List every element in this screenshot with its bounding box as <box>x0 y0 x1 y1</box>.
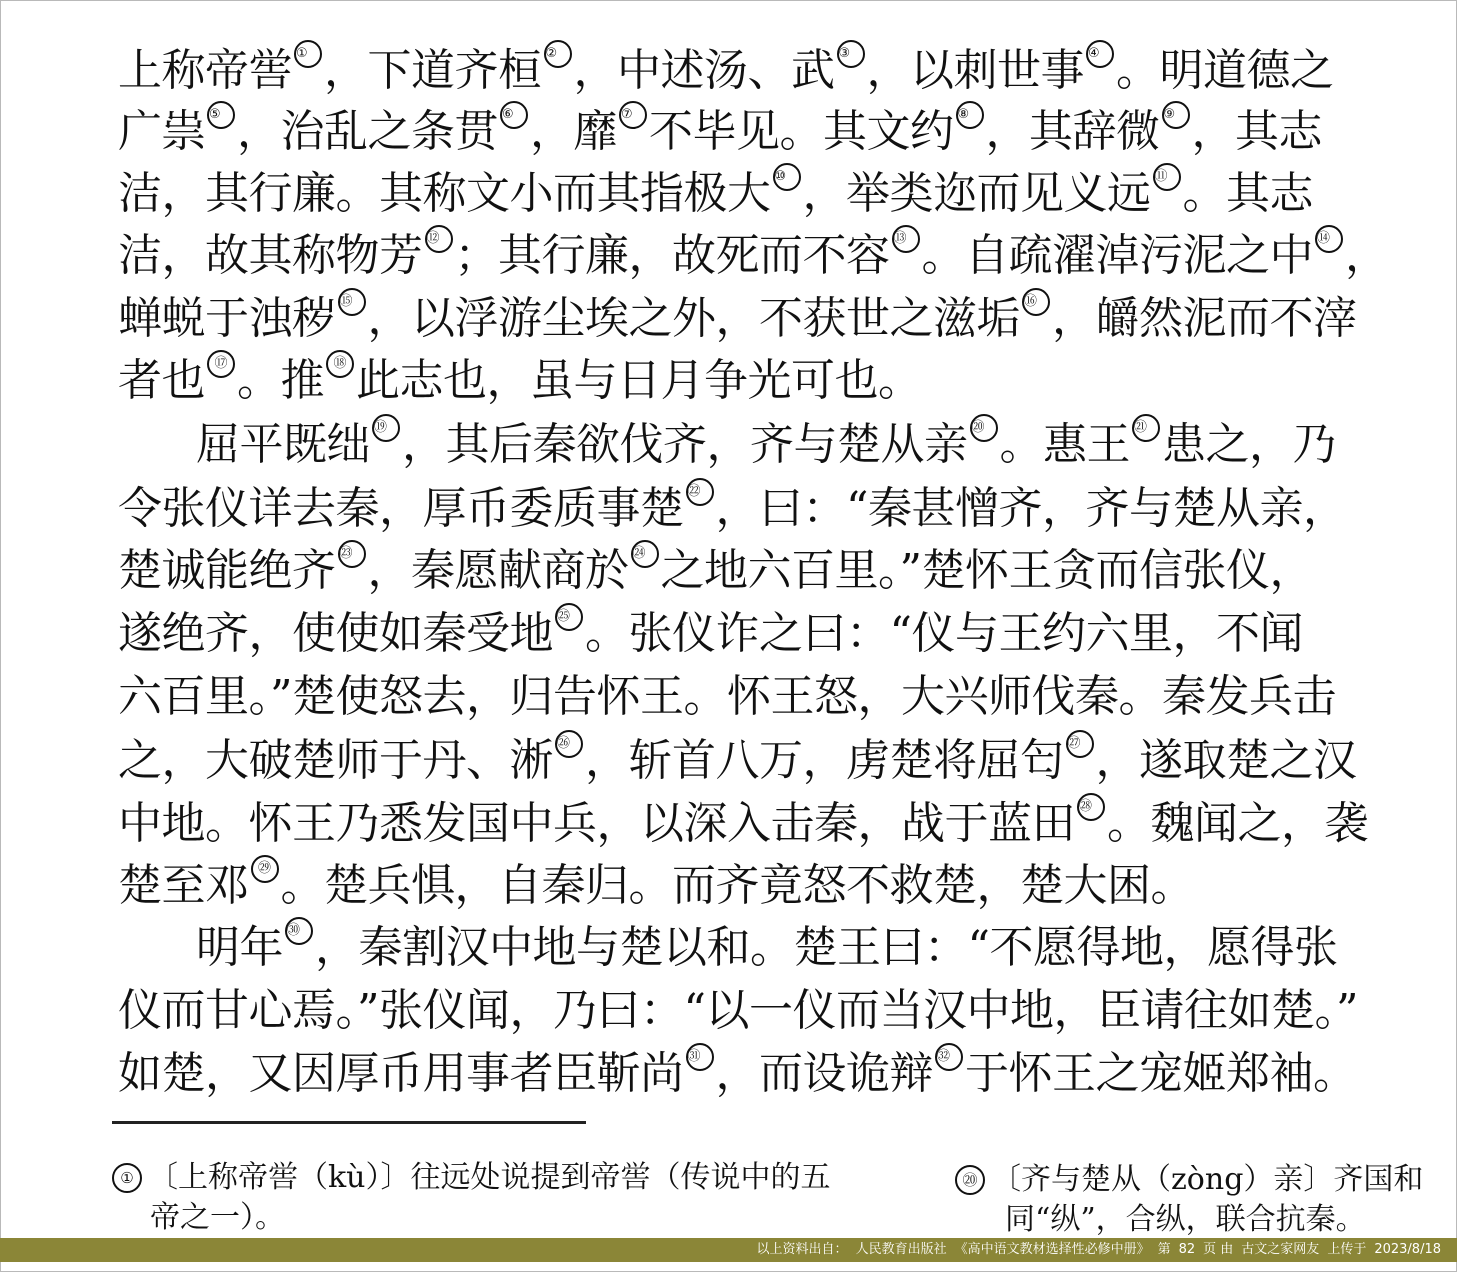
footer-page-prefix: 第 <box>1157 1242 1171 1257</box>
footnote-1 <box>112 1158 831 1198</box>
footnote-reference: ⑭ <box>1315 225 1343 253</box>
footnote-20-continuation: 同“纵”，合纵，联合抗秦。 <box>1005 1202 1366 1237</box>
text-segment: 此志也，虽与日月争光可也。 <box>356 355 922 406</box>
footnote-reference: ㉔ <box>631 540 659 568</box>
text-segment: 明年 <box>196 922 283 973</box>
text-segment: 六百里。”楚使怒去，归告怀王。怀王怒，大兴师伐秦。秦发兵击 <box>118 671 1336 722</box>
footnote-reference: ⑯ <box>1022 288 1050 316</box>
text-line <box>118 225 1389 287</box>
text-segment: 患之，乃 <box>1162 419 1336 470</box>
footnote-reference: ⑩ <box>773 163 801 191</box>
footnote-reference: ㉒ <box>686 478 714 506</box>
footnote-1-continuation: 帝之一）。 <box>150 1200 285 1235</box>
text-segment: ，秦愿献商於 <box>367 545 629 596</box>
footnote-reference: ㉕ <box>555 603 583 631</box>
text-segment: 。楚兵惧，自秦归。而齐竟怒不救楚，楚大困。 <box>280 860 1194 911</box>
text-segment: 楚诚能绝齐 <box>118 545 336 596</box>
footnote-reference: ㉓ <box>338 540 366 568</box>
footnote-reference: ⑪ <box>1153 163 1181 191</box>
text-line <box>118 855 1303 917</box>
text-segment: ，曰：“秦甚憎齐，齐与楚从亲， <box>715 483 1347 534</box>
text-segment: ，其辞微 <box>985 106 1160 157</box>
footer-upload-label: 上传于 <box>1327 1242 1367 1257</box>
source-footer-bar <box>0 1238 1457 1262</box>
footer-uploader: 古文之家网友 <box>1241 1242 1320 1257</box>
footnote-reference: ⑳ <box>970 414 998 442</box>
text-segment: 。张仪诈之曰：“仪与王约六里，不闻 <box>585 608 1303 659</box>
text-segment: ，斩首八万，虏楚将屈匄 <box>585 735 1064 786</box>
text-segment: 遂绝齐，使使如秦受地 <box>118 608 553 659</box>
text-line <box>118 540 1313 602</box>
footnote-reference: ㉚ <box>285 917 313 945</box>
text-segment: 。推 <box>237 355 324 406</box>
footnote-reference: ⑲ <box>372 414 400 442</box>
footer-date: 2023/8/18 <box>1374 1242 1441 1257</box>
text-line <box>118 350 1303 412</box>
text-line <box>118 730 1357 792</box>
text-segment: 。魏闻之，袭 <box>1107 798 1368 849</box>
text-segment: 。自疏濯淖污泥之中 <box>921 230 1313 281</box>
text-segment: 之地六百里。”楚怀王贪而信张仪， <box>660 545 1313 596</box>
text-segment: 仪而甘心焉。”张仪闻，乃曰：“以一仪而当汉中地，臣请往如楚。” <box>118 985 1358 1036</box>
footnote-reference: ③ <box>837 40 865 68</box>
text-segment: 中地。怀王乃悉发国中兵，以深入击秦，战于蓝田 <box>118 798 1075 849</box>
footer-book-title: 《高中语文教材选择性必修中册》 <box>954 1242 1150 1257</box>
text-segment: 。明道德之 <box>1116 45 1334 96</box>
footnote-reference: ⑥ <box>500 101 528 129</box>
text-line <box>118 1043 1357 1105</box>
text-line <box>118 478 1347 540</box>
footnote-reference: ⑨ <box>1162 101 1190 129</box>
footnote-reference: ㉖ <box>555 730 583 758</box>
footnote-mark: ⑳ <box>955 1165 985 1195</box>
footer-page-suffix: 页 由 <box>1203 1242 1234 1257</box>
footnote-reference: ⑱ <box>326 350 354 378</box>
text-segment: ，而设诡辩 <box>715 1048 933 1099</box>
footnote-reference: ㉑ <box>1132 414 1160 442</box>
text-segment: ，下道齐桓 <box>324 45 542 96</box>
text-segment: 如楚，又因厚币用事者臣靳尚 <box>118 1048 684 1099</box>
text-segment: 蝉蜕于浊秽 <box>118 293 336 344</box>
footnote-reference: ② <box>544 40 572 68</box>
footnote-reference: ⑦ <box>619 101 647 129</box>
text-line <box>118 163 1313 225</box>
footnote-reference: ① <box>294 40 322 68</box>
text-segment: ，治乱之条贯 <box>237 106 498 157</box>
text-segment: 。其志 <box>1182 168 1313 219</box>
footnote-reference: ㉜ <box>935 1043 963 1071</box>
text-segment: ，中述汤、武 <box>573 45 835 96</box>
text-segment: ；其行廉，故死而不容 <box>454 230 890 281</box>
text-segment: ，皭然泥而不滓 <box>1052 293 1357 344</box>
footer-source-label: 以上资料出自： <box>756 1242 848 1257</box>
text-line <box>196 414 1336 476</box>
text-segment: ， <box>1345 230 1389 281</box>
text-line <box>118 40 1334 102</box>
text-segment: 之，大破楚师于丹、淅 <box>118 735 553 786</box>
text-line <box>196 917 1338 979</box>
footnote-reference: ⑰ <box>207 350 235 378</box>
text-segment: 上称帝喾 <box>118 45 292 96</box>
footnote-reference: ⑧ <box>956 101 984 129</box>
text-segment: 令张仪详去秦，厚币委质事楚 <box>118 483 684 534</box>
text-line <box>118 603 1303 665</box>
text-segment: 不毕见。其文约 <box>649 106 954 157</box>
footnote-text: 〔齐与楚从（zòng）亲〕齐国和 <box>991 1162 1424 1197</box>
text-segment: 屈平既绌 <box>196 419 370 470</box>
text-line <box>118 793 1368 855</box>
footnote-text: 〔上称帝喾（kù）〕往远处说提到帝喾（传说中的五 <box>148 1160 831 1195</box>
text-segment: ，其志 <box>1191 106 1322 157</box>
text-segment: ，以浮游尘埃之外，不获世之滋垢 <box>367 293 1020 344</box>
text-segment: 于怀王之宠姬郑袖。 <box>965 1048 1357 1099</box>
text-segment: 广祟 <box>118 106 205 157</box>
text-segment: ，举类迩而见义远 <box>802 168 1151 219</box>
text-segment: ，其后秦欲伐齐，齐与楚从亲 <box>402 419 968 470</box>
footnote-mark: ① <box>112 1163 142 1193</box>
text-segment: 者也 <box>118 355 205 406</box>
text-segment: 洁，故其称物芳 <box>118 230 423 281</box>
text-line <box>118 666 1336 728</box>
text-segment: ，以刺世事 <box>866 45 1084 96</box>
footnote-reference: ④ <box>1086 40 1114 68</box>
text-line <box>118 101 1322 163</box>
footnote-reference: ㉙ <box>251 855 279 883</box>
footnote-separator <box>112 1121 586 1124</box>
footnote-reference: ⑫ <box>425 225 453 253</box>
text-segment: 洁，其行廉。其称文小而其指极大 <box>118 168 771 219</box>
text-line <box>118 980 1358 1042</box>
text-segment: 楚至邓 <box>118 860 249 911</box>
text-segment: ，遂取楚之汉 <box>1095 735 1357 786</box>
footnote-reference: ⑤ <box>207 101 235 129</box>
footnote-reference: ⑮ <box>338 288 366 316</box>
footer-publisher: 人民教育出版社 <box>855 1242 947 1257</box>
text-segment: ，靡 <box>530 106 617 157</box>
footnote-reference: ㉛ <box>686 1043 714 1071</box>
footnote-reference: ㉘ <box>1077 793 1105 821</box>
footnote-20 <box>955 1160 1423 1200</box>
footer-page-number: 82 <box>1178 1242 1196 1257</box>
text-line <box>118 288 1357 350</box>
footnote-reference: ㉗ <box>1066 730 1094 758</box>
text-segment: ，秦割汉中地与楚以和。楚王曰：“不愿得地，愿得张 <box>315 922 1338 973</box>
text-segment: 。惠王 <box>999 419 1130 470</box>
footnote-reference: ⑬ <box>892 225 920 253</box>
